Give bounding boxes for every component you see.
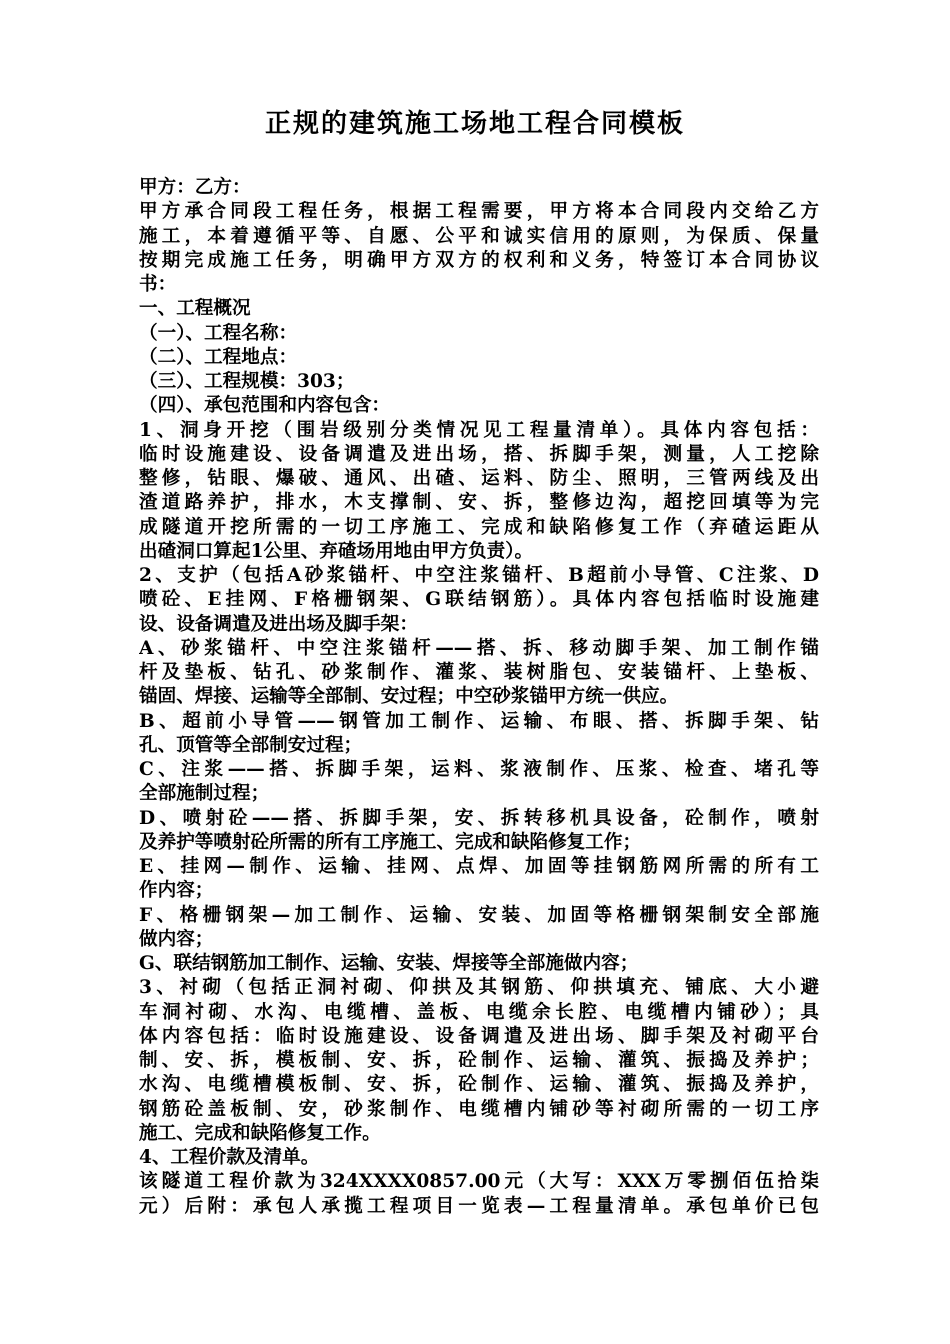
body-line: 制、安、拆，模板制、安、拆，砼制作、运输、灌筑、振捣及养护； [139, 1050, 819, 1071]
body-line: 整修，钻眼、爆破、通风、出碴、运料、防尘、照明，三管两线及出 [139, 468, 819, 489]
body-line: 渣道路养护，排水，木支撑制、安、拆，整修边沟，超挖回填等为完 [139, 492, 819, 514]
body-line: A、砂浆锚杆、中空注浆锚杆——搭、拆、移动脚手架、加工制作锚 [139, 637, 819, 659]
body-line: G、联结钢筋加工制作、运输、安装、焊接等全部施做内容； [139, 953, 639, 974]
document-title: 正规的建筑施工场地工程合同模板 [264, 109, 685, 139]
body-line: B、超前小导管——钢管加工制作、运输、布眼、搭、拆脚手架、钻 [139, 710, 819, 732]
body-line: （一）、工程名称： [139, 322, 298, 344]
body-line: 施工、完成和缺陷修复工作。 [139, 1122, 381, 1144]
body-line: （三）、工程规模：303； [139, 371, 355, 392]
document-body [139, 176, 819, 1219]
body-line: 喷砼、E挂网、F格栅钢架、G联结钢筋）。具体内容包括临时设施建 [139, 589, 819, 611]
body-line: 一、工程概况 [139, 298, 251, 320]
body-line: 体内容包括：临时设施建设、设备调遣及进出场、脚手架及衬砌平台 [139, 1025, 819, 1047]
body-line: 4、工程价款及清单。 [139, 1147, 320, 1168]
body-line: 车洞衬砌、水沟、电缆槽、盖板、电缆余长腔、电缆槽内铺砂）；具 [139, 1001, 819, 1023]
body-line: 全部施制过程； [139, 783, 270, 805]
body-line: 杆及垫板、钻孔、砂浆制作、灌浆、装树脂包、安装锚杆、上垫板、 [139, 662, 819, 683]
body-line: D、喷射砼——搭、拆脚手架，安、拆转移机具设备，砼制作，喷射 [139, 807, 819, 829]
body-line: 成隧道开挖所需的一切工序施工、完成和缺陷修复工作（弃碴运距从 [139, 516, 819, 538]
body-line: （四）、承包范围和内容包含： [139, 395, 391, 417]
body-line: C、注浆——搭、拆脚手架，运料、浆液制作、压浆、检查、堵孔等 [139, 759, 819, 780]
body-line: 出碴洞口算起1公里、弃碴场用地由甲方负责）。 [139, 540, 534, 562]
body-line: 作内容； [139, 880, 214, 902]
body-line: 甲方承合同段工程任务，根据工程需要，甲方将本合同段内交给乙方 [139, 201, 819, 223]
body-line: 孔、顶管等全部制安过程； [139, 734, 363, 756]
body-line: 书： [139, 274, 177, 295]
body-line: （二）、工程地点： [139, 346, 298, 368]
body-line: 3、衬砌（包括正洞衬砌、仰拱及其钢筋、仰拱填充、铺底、大小避 [139, 977, 819, 999]
body-line: 做内容； [139, 928, 214, 950]
body-line: 设、设备调遣及进出场及脚手架： [139, 613, 418, 635]
body-line: 甲方：乙方： [139, 177, 251, 198]
body-line: 该隧道工程价款为324XXXX0857.00元（大写：XXX万零捌佰伍拾柒 [139, 1171, 819, 1193]
body-line: 施工，本着遵循平等、自愿、公平和诚实信用的原则，为保质、保量 [139, 225, 819, 247]
body-line: 1、洞身开挖（围岩级别分类情况见工程量清单）。具体内容包括： [139, 419, 819, 441]
body-line: 锚固、焊接、运输等全部制、安过程；中空砂浆锚甲方统一供应。 [139, 686, 679, 708]
body-line: E、挂网—制作、运输、挂网、点焊、加固等挂钢筋网所需的所有工 [139, 856, 819, 877]
body-line: 及养护等喷射砼所需的所有工序施工、完成和缺陷修复工作； [139, 831, 642, 853]
body-line: 元）后附：承包人承揽工程项目一览表—工程量清单。承包单价已包 [139, 1195, 819, 1217]
body-line: 水沟、电缆槽模板制、安、拆，砼制作、运输、灌筑、振捣及养护， [139, 1074, 819, 1096]
body-line: F、格栅钢架—加工制作、运输、安装、加固等格栅钢架制安全部施 [139, 904, 819, 926]
body-line: 临时设施建设、设备调遣及进出场，搭、拆脚手架，测量，人工挖除 [139, 443, 819, 465]
body-line: 钢筋砼盖板制、安，砂浆制作、电缆槽内铺砂等衬砌所需的一切工序 [139, 1098, 819, 1120]
body-line: 2、支护（包括A砂浆锚杆、中空注浆锚杆、B超前小导管、C注浆、D [139, 565, 819, 586]
body-line: 按期完成施工任务，明确甲方双方的权利和义务，特签订本合同协议 [139, 249, 819, 271]
